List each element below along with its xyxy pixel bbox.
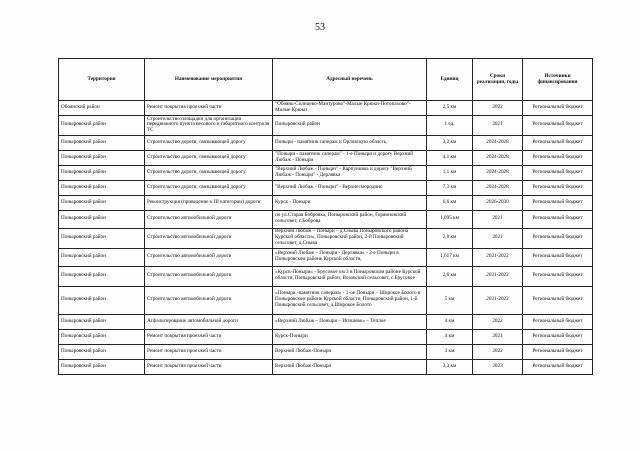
- table-row: [59, 344, 593, 359]
- cell-units: 1 ед.: [427, 116, 473, 136]
- cell-address: "Поныри - памятник саперам" - 1-е Поныри и дорогу Верхний Любаж - Поныри: [273, 150, 427, 165]
- cell-period: 2024-2028: [473, 165, 523, 180]
- cell-territory: Поныровский район: [59, 344, 145, 359]
- cell-address: Поныри - памятник саперам и Орловскую область,: [273, 135, 427, 150]
- cell-measure: Строительство дороги, связывающей дорогу: [145, 135, 273, 150]
- cell-address: Курск - Поныри: [273, 195, 427, 210]
- cell-units: 4 км: [427, 314, 473, 329]
- cell-period: 2022: [473, 314, 523, 329]
- cell-funding: Региональный бюджет: [523, 248, 593, 266]
- table-row: [59, 329, 593, 344]
- cell-period: 2022: [473, 101, 523, 116]
- cell-territory: Поныровский район: [59, 210, 145, 228]
- cell-units: 3 км: [427, 344, 473, 359]
- cell-measure: Ремонт покрытия проезжей части: [145, 329, 273, 344]
- cell-period: 2024-2028: [473, 180, 523, 195]
- cell-measure: Строительство автомобильной дороги: [145, 210, 273, 228]
- cell-territory: Поныровский район: [59, 329, 145, 344]
- cell-territory: Поныровский район: [59, 195, 145, 210]
- cell-funding: Региональный бюджет: [523, 210, 593, 228]
- table-row: [59, 266, 593, 286]
- cell-measure: Асфальтирование автомобильной дороги: [145, 314, 273, 329]
- cell-period: 2024-2028: [473, 135, 523, 150]
- cell-units: 2,6 км: [427, 266, 473, 286]
- cell-territory: Поныровский район: [59, 150, 145, 165]
- cell-period: 2026-2030: [473, 195, 523, 210]
- table-row: [59, 248, 593, 266]
- table-row: [59, 180, 593, 195]
- cell-units: 1,095 км: [427, 210, 473, 228]
- cell-units: 7,3 км: [427, 180, 473, 195]
- cell-measure: Строительство автомобильной дороги: [145, 286, 273, 314]
- cell-territory: Поныровский район: [59, 165, 145, 180]
- cell-period: 2021: [473, 116, 523, 136]
- cell-measure: Строительство дороги, связывающей дорогу: [145, 165, 273, 180]
- cell-period: 2021: [473, 210, 523, 228]
- cell-period: 2021-2022: [473, 266, 523, 286]
- cell-address: Верхний Любаж – Поныри – д.Сныва Поныровского района Курской области», Поныровский район, 2-й Поныровский сельсовет, д.Сныва: [273, 228, 427, 248]
- table-row: [59, 228, 593, 248]
- cell-units: 3,2 км: [427, 135, 473, 150]
- table-row: [59, 116, 593, 136]
- cell-funding: Региональный бюджет: [523, 266, 593, 286]
- cell-funding: Региональный бюджет: [523, 180, 593, 195]
- cell-territory: Поныровский район: [59, 314, 145, 329]
- cell-units: 1,617 км: [427, 248, 473, 266]
- table-row: [59, 101, 593, 116]
- cell-units: 5 км: [427, 286, 473, 314]
- cell-period: 2021-2022: [473, 248, 523, 266]
- cell-territory: Поныровский район: [59, 266, 145, 286]
- cell-funding: Региональный бюджет: [523, 314, 593, 329]
- table-row: [59, 135, 593, 150]
- cell-territory: Поныровский район: [59, 135, 145, 150]
- cell-territory: Поныровский район: [59, 286, 145, 314]
- cell-funding: Региональный бюджет: [523, 286, 593, 314]
- cell-address: «Верхний Любаж – Поныри - Дерлявка» - 2-е Поныри в Поныровском районе Курской области,: [273, 248, 427, 266]
- header-address: Адресный перечень: [273, 59, 427, 101]
- cell-units: 2,8 км: [427, 228, 473, 248]
- cell-period: 2021: [473, 329, 523, 344]
- cell-address: Поныровский район: [273, 116, 427, 136]
- cell-address: "Верхний Любаж - Поныри" - Карпуновка и дорогу "Верхний Любаж - Поныри" - Дерлявка: [273, 165, 427, 180]
- cell-measure: Строительство автомобильной дороги: [145, 248, 273, 266]
- cell-territory: Поныровский район: [59, 359, 145, 374]
- cell-territory: Обоянский район: [59, 101, 145, 116]
- cell-funding: Региональный бюджет: [523, 165, 593, 180]
- cell-address: «Поныри -памятник саперам» - 1-ое Поныри – Широкое Болото в Поныровском районе Курской области, Поныровский район, 1-й Поныровский сельсовет, д.Широкое Болото: [273, 286, 427, 314]
- header-units: Единиц: [427, 59, 473, 101]
- header-funding: Источники финансирования: [523, 59, 593, 101]
- cell-funding: Региональный бюджет: [523, 116, 593, 136]
- cell-period: 2023: [473, 359, 523, 374]
- cell-territory: Поныровский район: [59, 248, 145, 266]
- cell-measure: Ремонт покрытия проезжей части: [145, 359, 273, 374]
- cell-territory: Поныровский район: [59, 116, 145, 136]
- cell-measure: Строительство автомобильной дороги: [145, 266, 273, 286]
- cell-address: "Обоянь-Солнцево-Мантурово"-Малые Крюки-Потопахово"-Малые Крюки: [273, 101, 427, 116]
- cell-units: 6,6 км: [427, 195, 473, 210]
- cell-measure: Ремонт покрытия проезжей части: [145, 101, 273, 116]
- header-measure: Наименование мероприятия: [145, 59, 273, 101]
- cell-address: Верхний Любаж-Поныри: [273, 359, 427, 374]
- cell-period: 2021: [473, 228, 523, 248]
- cell-funding: Региональный бюджет: [523, 195, 593, 210]
- cell-funding: Региональный бюджет: [523, 150, 593, 165]
- table-row: [59, 314, 593, 329]
- cell-funding: Региональный бюджет: [523, 329, 593, 344]
- cell-units: 3,3 км: [427, 359, 473, 374]
- cell-funding: Региональный бюджет: [523, 228, 593, 248]
- cell-territory: Поныровский район: [59, 180, 145, 195]
- cell-address: «Курск-Поныри» - Брусовое км 3 в Поныровском районе Курской области, Поныровский район, Возовский сельсовет, с.Брусовое: [273, 266, 427, 286]
- cell-funding: Региональный бюджет: [523, 359, 593, 374]
- table-row: [59, 195, 593, 210]
- cell-measure: Реконструкция (приведение к III категории) дороги: [145, 195, 273, 210]
- cell-address: Верхний Любаж-Поныри: [273, 344, 427, 359]
- cell-funding: Региональный бюджет: [523, 344, 593, 359]
- cell-period: 2021-2022: [473, 286, 523, 314]
- table-header-row: [59, 59, 593, 101]
- cell-funding: Региональный бюджет: [523, 101, 593, 116]
- table-row: [59, 150, 593, 165]
- cell-address: «Верхний Любаж – Поныри – Игишево» – Теплое: [273, 314, 427, 329]
- header-period: Сроки реализации, годы: [473, 59, 523, 101]
- cell-units: 1,1 км: [427, 165, 473, 180]
- cell-period: 2022: [473, 344, 523, 359]
- table-row: [59, 359, 593, 374]
- cell-period: 2024-2028: [473, 150, 523, 165]
- cell-measure: Строительство автомобильной дороги: [145, 228, 273, 248]
- cell-address: "Верхний Любаж - Поныри" - Верхнесмородино: [273, 180, 427, 195]
- cell-units: 4 км: [427, 329, 473, 344]
- cell-funding: Региональный бюджет: [523, 135, 593, 150]
- cell-measure: Строительство дороги, связывающей дорогу: [145, 180, 273, 195]
- cell-measure: Строительство дороги, связывающей дорогу: [145, 150, 273, 165]
- cell-units: 4,1 км: [427, 150, 473, 165]
- page-number: 53: [315, 22, 325, 33]
- cell-address: по ул.Старая Бобровка, Поныровский район, Горяиновский сельсовет, с.Боброва: [273, 210, 427, 228]
- cell-measure: Строительство площадки для организации передвижного пункта весового и габаритного контроля ТС: [145, 116, 273, 136]
- cell-territory: Поныровский район: [59, 228, 145, 248]
- measures-table: [58, 58, 593, 375]
- cell-measure: Ремонт покрытия проезжей части: [145, 344, 273, 359]
- header-territory: Территория: [59, 59, 145, 101]
- table-row: [59, 165, 593, 180]
- table-row: [59, 286, 593, 314]
- cell-address: Курск-Поныри: [273, 329, 427, 344]
- cell-units: 2,5 км: [427, 101, 473, 116]
- table-row: [59, 210, 593, 228]
